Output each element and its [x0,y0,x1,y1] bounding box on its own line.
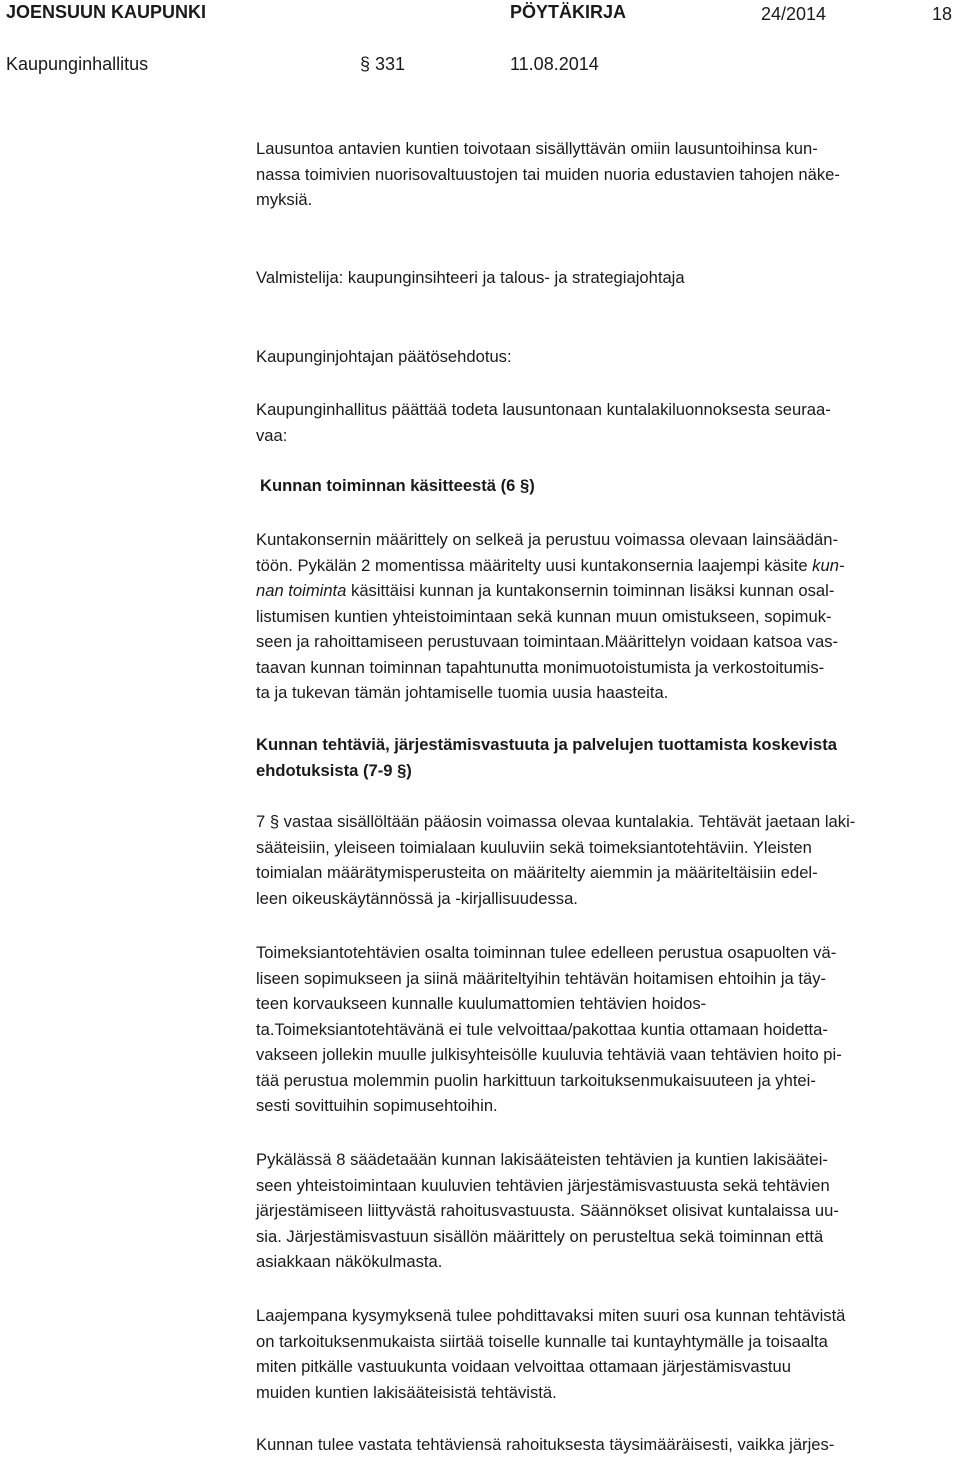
intro-paragraph [256,136,956,213]
text-line: taavan kunnan toiminnan tapahtunutta monimuotoistumista ja verkostoitumis- [256,657,825,677]
city-name: JOENSUUN KAUPUNKI [6,2,207,22]
section-2-paragraph-3 [256,1147,956,1275]
text-line: asiakkaan näkökulmasta. [256,1252,443,1271]
text-line: Toimeksiantotehtävien osalta toiminnan tulee edelleen perustua osapuolten vä- [256,943,837,962]
text-line: 7 § vastaa sisällöltään pääosin voimassa olevaa kuntalakia. Tehtävät jaetaan laki- [256,812,856,831]
section-2-paragraph-2 [256,940,956,1119]
text-line: listumisen kuntien yhteistoimintaan sekä kunnan muun omistukseen, sopimuk- [256,606,832,626]
text-line: vaa: [256,425,288,445]
section-2-heading [256,732,956,784]
section-1-heading [260,473,960,499]
section-1-heading-text: Kunnan toiminnan käsitteestä (6 §) [260,476,535,495]
preparer-text: Valmistelija: kaupunginsihteeri ja talous- ja strategiajohtaja [256,268,685,287]
document-number: 24/2014 [761,4,827,24]
text-line: Laajempana kysymyksenä tulee pohdittavaksi miten suuri osa kunnan tehtävistä [256,1306,846,1325]
text-segment: töön. Pykälän 2 momentissa määritelty uusi kuntakonsernia laajempi käsite [256,555,813,575]
text-line: liseen sopimukseen ja siinä määriteltyihin tehtävän hoitamisen ehtoihin ja täy- [256,968,827,988]
section-2-paragraph-1 [256,809,956,911]
text-line: vakseen jollekin muulle julkisyhteisölle kuuluvia tehtäviä vaan tehtävien hoito pi- [256,1045,842,1064]
text-line: järjestämiseen liittyvästä rahoitusvastuusta. Säännökset olisivat kuntalaissa uu- [256,1201,839,1220]
text-line [256,578,956,604]
text-line: Pykälässä 8 säädetaään kunnan lakisääteisten tehtävien ja kuntien lakisäätei- [256,1150,828,1169]
text-line: toimialan määrätymisperusteita on määritelty aiemmin ja määriteltäisiin edel- [256,863,818,882]
section-2-paragraph-5 [256,1432,956,1458]
text-line: tää perustua molemmin puolin harkittuun tarkoituksenmukaisuuteen ja yhtei- [256,1070,816,1090]
text-line: seen ja rahoittamiseen perustuvaan toimintaan.Määrittelyn voidaan katsoa vas- [256,632,839,651]
text-line: Kuntakonsernin määrittely on selkeä ja perustuu voimassa olevaan lainsäädän- [256,530,839,549]
preparer-line [256,265,956,291]
proposal-paragraph [256,397,956,448]
document-type: PÖYTÄKIRJA [510,2,627,22]
proposal-heading [256,344,956,370]
section-2-heading-line-2: ehdotuksista (7-9 §) [256,761,412,780]
text-segment: käsittäisi kunnan ja kuntakonsernin toiminnan lisäksi kunnan osal- [346,581,835,600]
text-line: Kaupunginhallitus päättää todeta lausuntonaan kuntalakiluonnoksesta seuraa- [256,400,831,419]
meeting-date: 11.08.2014 [510,54,599,74]
text-line: sesti sovittuihin sopimusehtoihin. [256,1096,498,1115]
text-line: sia. Järjestämisvastuun sisällön määrittely on perusteltua sekä toiminnan että [256,1226,824,1246]
text-line: on tarkoituksenmukaista siirtää toiselle kunnalle tai kuntayhtymälle ja toisaalta [256,1331,828,1351]
italic-term-part-2: nan toiminta [256,581,347,600]
text-line: miten pitkälle vastuukunta voidaan velvoittaa ottamaan järjestämisvastuu [256,1357,791,1376]
document-header-row-2 [0,52,960,80]
page-number: 18 [932,4,953,24]
section-1-paragraph [256,527,956,706]
section-number: § 331 [360,54,406,74]
text-line: Kunnan tulee vastata tehtäviensä rahoituksesta täysimääräisesti, vaikka järjes- [256,1435,835,1454]
italic-term-part-1: kun- [812,555,845,575]
text-line: leen oikeuskäytännössä ja -kirjallisuudessa. [256,888,578,908]
text-line: teen korvaukseen kunnalle kuulumattomien tehtävien hoidos- [256,994,707,1013]
text-line: nassa toimivien nuorisovaltuustojen tai muiden nuoria edustavien tahojen näke- [256,164,840,184]
text-line: Lausuntoa antavien kuntien toivotaan sisällyttävän omiin lausuntoihinsa kun- [256,139,818,158]
text-line: ta.Toimeksiantotehtävänä ei tule velvoittaa/pakottaa kuntia ottamaan hoidetta- [256,1019,828,1039]
text-line: seen yhteistoimintaan kuuluvien tehtävien järjestämisvastuusta sekä tehtävien [256,1175,830,1195]
text-line: muiden kuntien lakisääteisistä tehtävistä. [256,1382,557,1402]
text-line: myksiä. [256,190,313,209]
section-2-paragraph-4 [256,1303,956,1405]
text-line [256,553,956,579]
body-name: Kaupunginhallitus [6,54,149,74]
proposal-heading-text: Kaupunginjohtajan päätösehdotus: [256,347,512,366]
text-line: sääteisiin, yleiseen toimialaan kuuluviin sekä toimeksiantotehtäviin. Yleisten [256,837,812,857]
section-2-heading-line-1: Kunnan tehtäviä, järjestämisvastuuta ja palvelujen tuottamista koskevista [256,735,837,754]
text-line: ta ja tukevan tämän johtamiselle tuomia uusia haasteita. [256,683,669,702]
document-header-row-1 [0,0,960,28]
